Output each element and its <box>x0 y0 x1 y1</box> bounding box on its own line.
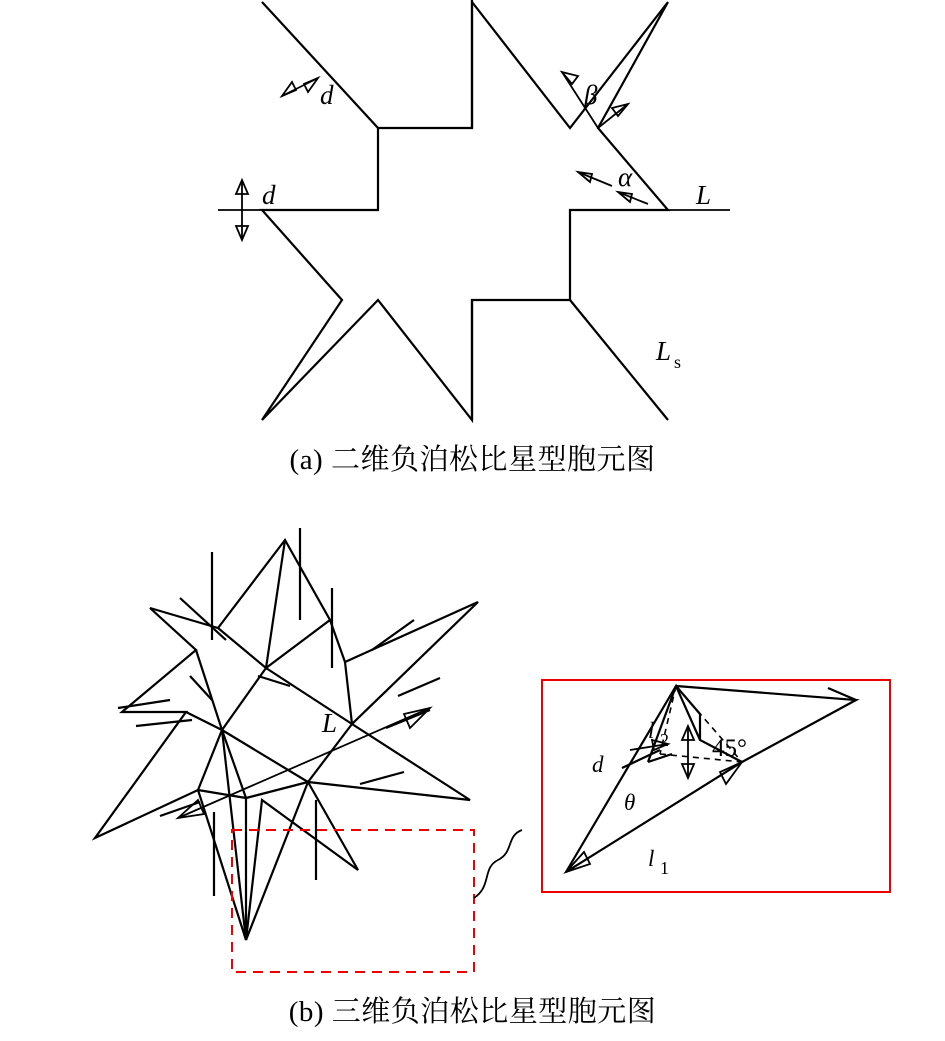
detail-view-frame <box>542 680 890 892</box>
d-upper-arrow <box>282 78 318 96</box>
length-L-arrow-3d <box>178 708 430 818</box>
label-d-detail: d <box>592 752 604 777</box>
label-Ls-subscript: s <box>674 352 682 372</box>
panel-b-caption: (b) 三维负泊松比星型胞元图 <box>288 996 657 1028</box>
detail-connector-line <box>474 830 522 898</box>
panel-a-caption: (a) 二维负泊松比星型胞元图 <box>289 444 656 476</box>
panel-b-3d-star-cell <box>0 500 945 1041</box>
label-45-degrees: 45° <box>712 735 747 762</box>
label-l1: l <box>648 846 655 871</box>
label-d-left: d <box>262 180 276 210</box>
panel-a-2d-star-cell <box>0 0 945 500</box>
label-theta: θ <box>624 790 636 815</box>
label-l2: l <box>648 718 655 743</box>
label-L: L <box>696 180 712 210</box>
label-beta: β <box>584 80 598 110</box>
panel-a-drawing <box>0 0 945 440</box>
detail-selection-box <box>232 830 474 972</box>
label-alpha: α <box>618 162 633 192</box>
label-l1-subscript: 1 <box>660 858 669 878</box>
label-L-3d: L <box>322 708 338 738</box>
label-Ls: L <box>656 336 672 366</box>
star-outline-2d <box>262 2 668 420</box>
star-3d-outline <box>95 528 478 940</box>
label-l2-subscript: 2 <box>660 730 669 750</box>
alpha-angle-marker <box>578 172 648 204</box>
panel-b-drawing <box>0 500 945 980</box>
label-d-upper: d <box>320 80 334 110</box>
